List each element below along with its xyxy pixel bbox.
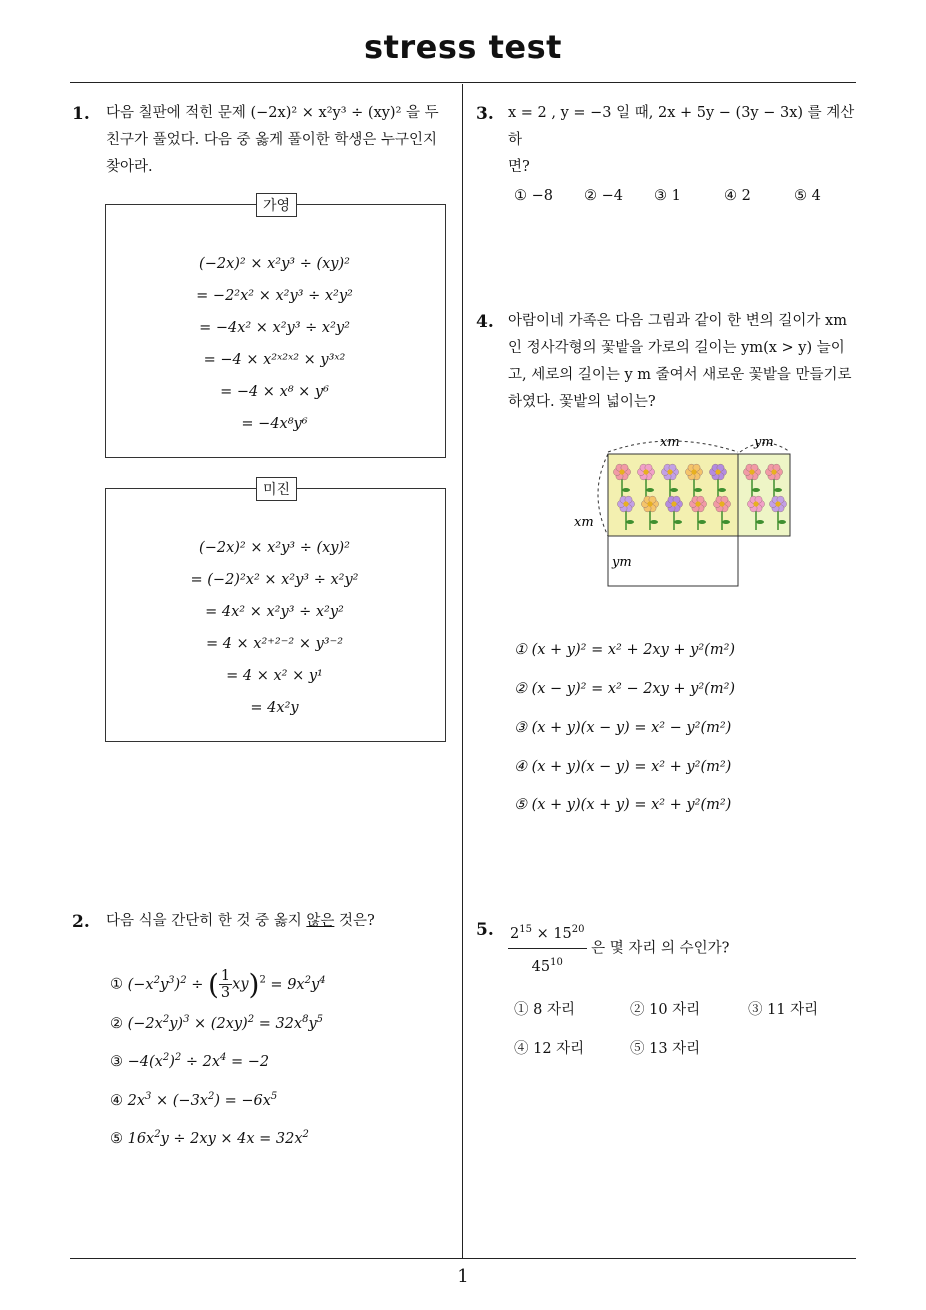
flower-leaf: [650, 520, 658, 524]
top-rule: [70, 82, 856, 83]
q3-text-line: 면?: [508, 159, 530, 175]
q5-option-3[interactable]: ③ 11 자리: [748, 1002, 819, 1018]
q1-box2-label: 미진: [256, 477, 297, 501]
q2-option-4[interactable]: ④ $2x^3 \times (-3x^2) = -6x^5$: [110, 1091, 278, 1109]
flower-leaf: [622, 488, 630, 492]
label-inner-y: ym: [612, 555, 632, 570]
flower-leaf: [646, 488, 654, 492]
q3-option-5[interactable]: ⑤ 4: [794, 188, 821, 204]
q5-number: 5.: [476, 920, 494, 940]
q2-option-2[interactable]: ② $(-2x^2y)^3 \times (2xy)^2 = 32x^8y^5$: [110, 1014, 324, 1032]
q5-option-2[interactable]: ② 10 자리: [630, 1002, 701, 1018]
q3-option-2[interactable]: ② −4: [584, 188, 623, 204]
q4-option-1[interactable]: ① (x + y)² = x² + 2xy + y²(m²): [514, 642, 736, 658]
flower-leaf: [774, 488, 782, 492]
q4-option-5[interactable]: ⑤ (x + y)(x + y) = x² + y²(m²): [514, 797, 732, 813]
page-title: stress test: [364, 28, 562, 66]
q1-text-line: 다음 칠판에 적힌 문제 (−2x)² × x²y³ ÷ (xy)² 을 두: [106, 105, 439, 121]
flower-leaf: [670, 488, 678, 492]
label-top-y: ym: [754, 435, 774, 450]
q1-box1-line: (−2x)² × x²y³ ÷ (xy)²: [199, 256, 350, 272]
q2-text-post: 것은?: [334, 913, 375, 929]
q1-number: 1.: [72, 104, 90, 124]
flower-leaf: [698, 520, 706, 524]
label-top-x: xm: [660, 435, 680, 450]
q2-option-5[interactable]: ⑤ $16x^2y \div 2xy \times 4x = 32x^2$: [110, 1129, 309, 1147]
flower-center: [775, 501, 780, 506]
q3-text: [508, 100, 858, 181]
column-divider: [462, 84, 463, 1259]
q2-option-1[interactable]: ① $(-x^2y^3)^2$ ÷ ( $\frac{1}{3}$ $xy)^2 = 9x^2y^4$: [110, 968, 326, 1001]
flower-center: [695, 501, 700, 506]
q5-text-tail: 은 몇 자리 의 수인가?: [591, 940, 730, 957]
flower-center: [647, 501, 652, 506]
q1-box2-line: = 4x² × x²y³ ÷ x²y²: [205, 604, 344, 620]
q4-number: 4.: [476, 312, 494, 332]
q1-box1-line: = −4x² × x²y³ ÷ x²y²: [199, 320, 350, 336]
option-marker: ④: [110, 1092, 123, 1109]
q2-option-3[interactable]: ③ $-4(x^2)^2 \div 2x^4 = -2$: [110, 1052, 270, 1070]
flower-leaf: [722, 520, 730, 524]
flower-center: [771, 469, 776, 474]
flower-center: [623, 501, 628, 506]
flower-center: [671, 501, 676, 506]
q1-text: [106, 100, 456, 181]
option-marker: ②: [110, 1015, 123, 1032]
option-marker: ③: [110, 1053, 123, 1070]
flower-center: [619, 469, 624, 474]
q3-option-3[interactable]: ③ 1: [654, 188, 681, 204]
flower-center: [749, 469, 754, 474]
q4-text-line: 인 정사각형의 꽃밭을 가로의 길이는 ym(x > y) 늘이: [508, 340, 845, 356]
q1-box2-line: = 4x²y: [250, 700, 299, 716]
option-marker: ①: [110, 976, 123, 993]
flower-center: [667, 469, 672, 474]
q4-option-3[interactable]: ③ (x + y)(x − y) = x² − y²(m²): [514, 720, 732, 736]
q1-box1-line: = −4 × x⁸ × y⁶: [220, 384, 329, 400]
q5-option-4[interactable]: ④ 12 자리: [514, 1041, 585, 1057]
flower-center: [753, 501, 758, 506]
q3-option-1[interactable]: ① −8: [514, 188, 553, 204]
flower-leaf: [674, 520, 682, 524]
q4-text-line: 아람이네 가족은 다음 그림과 같이 한 변의 길이가 xm: [508, 313, 847, 329]
flower-center: [691, 469, 696, 474]
q1-box2-line: (−2x)² × x²y³ ÷ (xy)²: [199, 540, 350, 556]
q2-text-pre: 다음 식을 간단히 한 것 중 옳지: [106, 913, 307, 929]
arc-left-x: [598, 454, 608, 536]
q4-text-line: 고, 세로의 길이는 y m 줄여서 새로운 꽃밭을 만들기로: [508, 367, 852, 383]
flower-leaf: [778, 520, 786, 524]
q1-box1-line: = −2²x² × x²y³ ÷ x²y²: [196, 288, 353, 304]
flower-leaf: [626, 520, 634, 524]
label-left-x: xm: [574, 515, 594, 530]
q2-number: 2.: [72, 912, 90, 932]
q3-option-4[interactable]: ④ 2: [724, 188, 751, 204]
page-number: 1: [457, 1266, 469, 1287]
q1-box2-line: = 4 × x² × y¹: [226, 668, 323, 684]
flower-center: [643, 469, 648, 474]
q1-text-line: 찾아라.: [106, 159, 153, 175]
q1-box2-line: = 4 × x²⁺²⁻² × y³⁻²: [205, 636, 344, 652]
flower-leaf: [718, 488, 726, 492]
flower-leaf: [756, 520, 764, 524]
flower-center: [719, 501, 724, 506]
q3-number: 3.: [476, 104, 494, 124]
q1-text-line: 친구가 풀었다. 다음 중 옳게 풀이한 학생은 누구인지: [106, 132, 438, 148]
q1-box2-line: = (−2)²x² × x²y³ ÷ x²y²: [190, 572, 359, 588]
q4-text: [508, 308, 860, 416]
q5-option-5[interactable]: ⑤ 13 자리: [630, 1041, 701, 1057]
q4-flowerbed-figure: [560, 428, 820, 594]
q1-box1-label: 가영: [256, 193, 297, 217]
q5-text: [508, 916, 729, 981]
q5-fraction: $\frac{2^{15} \times 15^{20}}{45^{10}}$: [508, 916, 587, 981]
flower-leaf: [752, 488, 760, 492]
q4-option-2[interactable]: ② (x − y)² = x² − 2xy + y²(m²): [514, 681, 736, 697]
q2-text-underline: 않은: [306, 913, 335, 929]
q5-option-1[interactable]: ① 8 자리: [514, 1002, 575, 1018]
q2-text: [106, 908, 456, 935]
flower-center: [715, 469, 720, 474]
option-marker: ⑤: [110, 1130, 123, 1147]
q1-box1-line: = −4x⁸y⁶: [241, 416, 308, 432]
q4-option-4[interactable]: ④ (x + y)(x − y) = x² + y²(m²): [514, 759, 732, 775]
flower-leaf: [694, 488, 702, 492]
q1-box1-line: = −4 × x²ˣ²ˣ² × y³ˣ²: [203, 352, 346, 368]
q4-text-line: 하였다. 꽃밭의 넓이는?: [508, 394, 656, 410]
q3-text-line: x = 2 , y = −3 일 때, 2x + 5y − (3y − 3x) 를 계산하: [508, 105, 855, 148]
bottom-rule: [70, 1258, 856, 1259]
